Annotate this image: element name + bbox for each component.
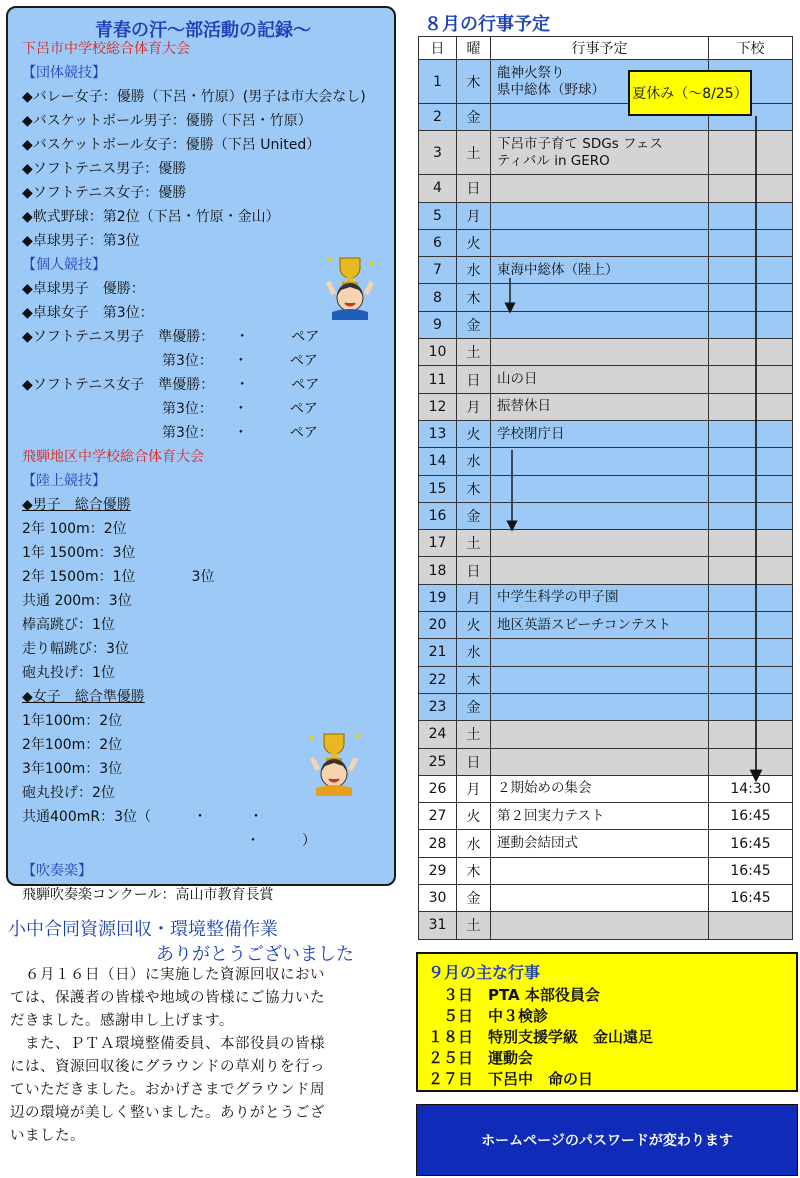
dismiss-cell: 16:45 — [709, 857, 793, 884]
weekday-cell: 月 — [457, 775, 491, 802]
article-line: ては、保護者の皆様や地域の皆様にご協力いた — [10, 990, 325, 1006]
weekday-cell: 月 — [457, 393, 491, 420]
sports-line: 【吹奏楽】 — [22, 863, 92, 879]
weekday-cell: 金 — [457, 104, 491, 131]
article-line: また、ＰＴＡ環境整備委員、本部役員の皆様 — [10, 1036, 325, 1052]
weekday-cell: 水 — [457, 448, 491, 475]
weekday-cell: 木 — [457, 475, 491, 502]
weekday-cell: 木 — [457, 284, 491, 311]
event-line: 県中総体（野球） — [497, 81, 605, 98]
weekday-cell: 土 — [457, 339, 491, 366]
weekday-cell: 月 — [457, 202, 491, 229]
article-line: 辺の環境が美しく整いました。ありがとうござ — [10, 1105, 325, 1121]
event-line: 龍神火祭り — [497, 64, 565, 81]
sports-line: 棒高跳び：1位 — [22, 617, 115, 633]
sports-line: ◆ソフトテニス女子 準優勝： ・ ペア — [22, 377, 320, 393]
day-cell: 20 — [419, 612, 457, 639]
day-cell: 10 — [419, 339, 457, 366]
event-cell: 振替休日 — [491, 393, 709, 420]
weekday-cell: 日 — [457, 557, 491, 584]
day-cell: 2 — [419, 104, 457, 131]
day-cell: 25 — [419, 748, 457, 775]
day-cell: 27 — [419, 803, 457, 830]
weekday-cell: 月 — [457, 584, 491, 611]
sports-line: 第3位： ・ ペア — [22, 401, 318, 417]
header-dismiss: 下校 — [709, 37, 793, 60]
september-events-box — [416, 952, 798, 1092]
day-cell: 7 — [419, 257, 457, 284]
sports-line: 共通400mR：3位（ ・ ・ — [22, 809, 263, 825]
day-cell: 14 — [419, 448, 457, 475]
day-cell: 23 — [419, 693, 457, 720]
sports-line: 【陸上競技】 — [22, 473, 106, 489]
sports-line: ◆女子 総合準優勝 — [22, 689, 145, 705]
sports-line: 共通 200m：3位 — [22, 593, 132, 609]
sports-line: 1年 1500m：3位 — [22, 545, 136, 561]
sports-line: ◆ソフトテニス女子：優勝 — [22, 185, 187, 201]
day-cell: 30 — [419, 885, 457, 912]
day-cell: 12 — [419, 393, 457, 420]
event-line: ティバル in GERO — [497, 152, 610, 169]
sports-line: ◆軟式野球：第2位（下呂・竹原・金山） — [22, 209, 280, 225]
sports-line: 第3位： ・ ペア — [22, 425, 318, 441]
sports-line: 2年 100m：2位 — [22, 521, 127, 537]
header-event: 行事予定 — [491, 37, 709, 60]
day-cell: 11 — [419, 366, 457, 393]
article-line: だきました。感謝申し上げます。 — [10, 1013, 234, 1029]
event-line: 下呂市子育て SDGs フェス — [497, 135, 663, 152]
article-line: ていただきました。おかげさまでグラウンド周 — [10, 1082, 325, 1098]
weekday-cell: 日 — [457, 748, 491, 775]
dismiss-cell: 16:45 — [709, 885, 793, 912]
day-cell: 17 — [419, 530, 457, 557]
weekday-cell: 木 — [457, 857, 491, 884]
day-cell: 9 — [419, 311, 457, 338]
sports-line: 下呂市中学校総合体育大会 — [22, 41, 190, 57]
day-cell: 16 — [419, 502, 457, 529]
weekday-cell: 木 — [457, 60, 491, 104]
article-heading: 小中合同資源回収・環境整備作業 — [8, 919, 278, 940]
day-cell: 1 — [419, 60, 457, 104]
sports-line: ◆バスケットボール男子：優勝（下呂・竹原） — [22, 113, 312, 129]
event-cell: 東海中総体（陸上） — [491, 257, 709, 284]
weekday-cell: 火 — [457, 803, 491, 830]
weekday-cell: 日 — [457, 366, 491, 393]
sports-line: 砲丸投げ：2位 — [22, 785, 115, 801]
day-cell: 28 — [419, 830, 457, 857]
day-cell: 21 — [419, 639, 457, 666]
sports-line: ◆男子 総合優勝 — [22, 497, 131, 513]
sports-line: 砲丸投げ：1位 — [22, 665, 115, 681]
article-line: には、資源回収後にグラウンドの草刈りを行っ — [10, 1059, 325, 1075]
weekday-cell: 木 — [457, 666, 491, 693]
sports-line: ◆卓球男子：第3位 — [22, 233, 140, 249]
day-cell: 31 — [419, 912, 457, 939]
event-cell: 地区英語スピーチコンテスト — [491, 612, 709, 639]
schedule-title: ８月の行事予定 — [424, 14, 550, 35]
article-line: いました。 — [10, 1128, 85, 1144]
day-cell: 26 — [419, 775, 457, 802]
sports-line: 2年 1500m：1位 3位 — [22, 569, 215, 585]
weekday-cell: 土 — [457, 131, 491, 175]
day-cell: 13 — [419, 420, 457, 447]
sports-line: 3年100m：3位 — [22, 761, 123, 777]
article-subheading: ありがとうございました — [156, 944, 354, 965]
sports-line: ◆バスケットボール女子：優勝（下呂 United） — [22, 137, 321, 153]
weekday-cell: 水 — [457, 257, 491, 284]
day-cell: 4 — [419, 175, 457, 202]
sports-line: ◆ソフトテニス男子：優勝 — [22, 161, 187, 177]
dismiss-cell: 14:30 — [709, 775, 793, 802]
sports-line: 第3位： ・ ペア — [22, 353, 318, 369]
event-cell: ２期始めの集会 — [491, 775, 709, 802]
day-cell: 22 — [419, 666, 457, 693]
september-item: ３日 PTA 本部役員会 — [428, 986, 600, 1004]
weekday-cell: 金 — [457, 502, 491, 529]
september-title: ９月の主な行事 — [428, 963, 541, 982]
sports-line: ◆バレー女子：優勝（下呂・竹原）(男子は市大会なし) — [22, 89, 366, 105]
weekday-cell: 土 — [457, 721, 491, 748]
day-cell: 3 — [419, 131, 457, 175]
weekday-cell: 水 — [457, 639, 491, 666]
weekday-cell: 土 — [457, 530, 491, 557]
sports-title: 青春の汗～部活動の記録～ — [95, 20, 311, 41]
weekday-cell: 金 — [457, 885, 491, 912]
day-cell: 8 — [419, 284, 457, 311]
sports-line: ・ ） — [22, 833, 316, 849]
weekday-cell: 火 — [457, 229, 491, 256]
sports-line: 【団体競技】 — [22, 65, 106, 81]
weekday-cell: 金 — [457, 693, 491, 720]
event-cell: 中学生科学の甲子園 — [491, 584, 709, 611]
article-line: ６月１６日（日）に実施した資源回収におい — [10, 967, 325, 983]
september-item: ２５日 運動会 — [428, 1049, 534, 1067]
sports-line: ◆ソフトテニス男子 準優勝： ・ ペア — [22, 329, 320, 345]
weekday-cell: 水 — [457, 830, 491, 857]
header-weekday: 曜 — [457, 37, 491, 60]
dismiss-cell: 16:45 — [709, 830, 793, 857]
day-cell: 5 — [419, 202, 457, 229]
day-cell: 19 — [419, 584, 457, 611]
sports-line: 2年100m：2位 — [22, 737, 123, 753]
event-cell: 学校閉庁日 — [491, 420, 709, 447]
day-cell: 15 — [419, 475, 457, 502]
day-cell: 24 — [419, 721, 457, 748]
weekday-cell: 土 — [457, 912, 491, 939]
september-item: ２７日 下呂中 命の日 — [428, 1070, 594, 1088]
weekday-cell: 日 — [457, 175, 491, 202]
header-day: 日 — [419, 37, 457, 60]
day-cell: 29 — [419, 857, 457, 884]
weekday-cell: 火 — [457, 420, 491, 447]
september-item: １８日 特別支援学級 金山遠足 — [428, 1028, 654, 1046]
sports-line: 1年100m：2位 — [22, 713, 123, 729]
event-cell: 運動会結団式 — [491, 830, 709, 857]
day-cell: 6 — [419, 229, 457, 256]
sports-line: 走り幅跳び：3位 — [22, 641, 129, 657]
sports-line: 【個人競技】 — [22, 257, 106, 273]
event-cell: 山の日 — [491, 366, 709, 393]
weekday-cell: 火 — [457, 612, 491, 639]
sports-line: 飛騨吹奏楽コンクール：高山市教育長賞 — [22, 887, 274, 903]
day-cell: 18 — [419, 557, 457, 584]
password-notice-banner: ホームページのパスワードが変わります — [416, 1104, 798, 1176]
september-item: ５日 中３検診 — [428, 1007, 549, 1025]
dismiss-cell: 16:45 — [709, 803, 793, 830]
sports-line: 飛騨地区中学校総合体育大会 — [22, 449, 204, 465]
sports-line: ◆卓球男子 優勝： — [22, 281, 145, 297]
sports-line: ◆卓球女子 第3位： — [22, 305, 154, 321]
event-cell: 第２回実力テスト — [491, 803, 709, 830]
weekday-cell: 金 — [457, 311, 491, 338]
summer-vacation-label: 夏休み（～8/25） — [628, 70, 752, 116]
